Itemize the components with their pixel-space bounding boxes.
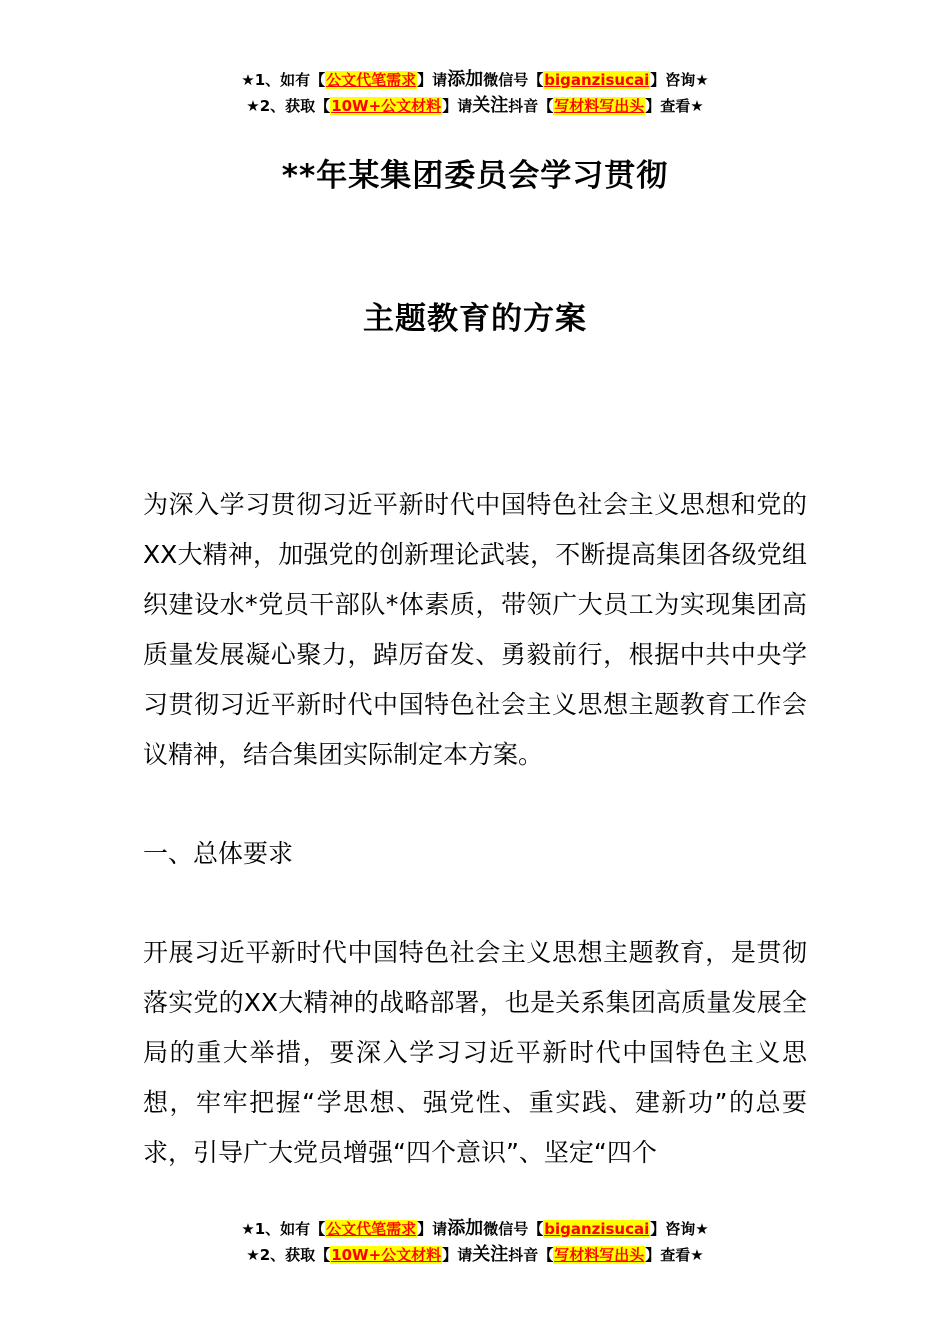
highlight-wechat-id: biganzisucai [544,71,650,89]
highlight-materials: 10W+公文材料 [331,1246,442,1264]
highlight-douyin-account: 写材料写出头 [554,97,645,115]
banner-line-1: ★1、如有【公文代笔需求】请添加微信号【biganzisucai】咨询★ [241,69,709,90]
banner-line-1: ★1、如有【公文代笔需求】请添加微信号【biganzisucai】咨询★ [241,1218,709,1239]
intro-paragraph: 为深入学习贯彻习近平新时代中国特色社会主义思想和党的XX大精神，加强党的创新理论武装，不断提高集团各级党组织建设水*党员干部队*体素质，带领广大员工为实现集团高质量发展凝心聚力，踔厉奋发、勇毅前行，根据中共中央学习贯彻习近平新时代中国特色社会主义思想主题教育工作会议精神，结合集团实际制定本方案。 [143,490,807,769]
highlight-service: 公文代笔需求 [326,1220,417,1238]
footer-banner [0,1216,950,1268]
highlight-douyin-account: 写材料写出头 [554,1246,645,1264]
highlight-materials: 10W+公文材料 [331,97,442,115]
highlight-wechat-id: biganzisucai [544,1220,650,1238]
banner-line-2: ★2、获取【10W+公文材料】请关注抖音【写材料写出头】查看★ [246,1244,704,1265]
header-banner [0,67,950,119]
section-heading-general-requirements: 一、总体要求 [143,839,294,868]
general-requirements-paragraph: 开展习近平新时代中国特色社会主义思想主题教育，是贯彻落实党的XX大精神的战略部署，也是关系集团高质量发展全局的重大举措，要深入学习习近平新时代中国特色主义思想，牢牢把握“学思想、强党性、重实践、建新功”的总要求，引导广大党员增强“四个意识”、坚定“四个 [143,938,807,1167]
document-title-line-2: 主题教育的方案 [363,301,587,337]
document-title-line-1: **年某集团委员会学习贯彻 [281,158,669,194]
highlight-service: 公文代笔需求 [326,71,417,89]
banner-line-2: ★2、获取【10W+公文材料】请关注抖音【写材料写出头】查看★ [246,95,704,116]
